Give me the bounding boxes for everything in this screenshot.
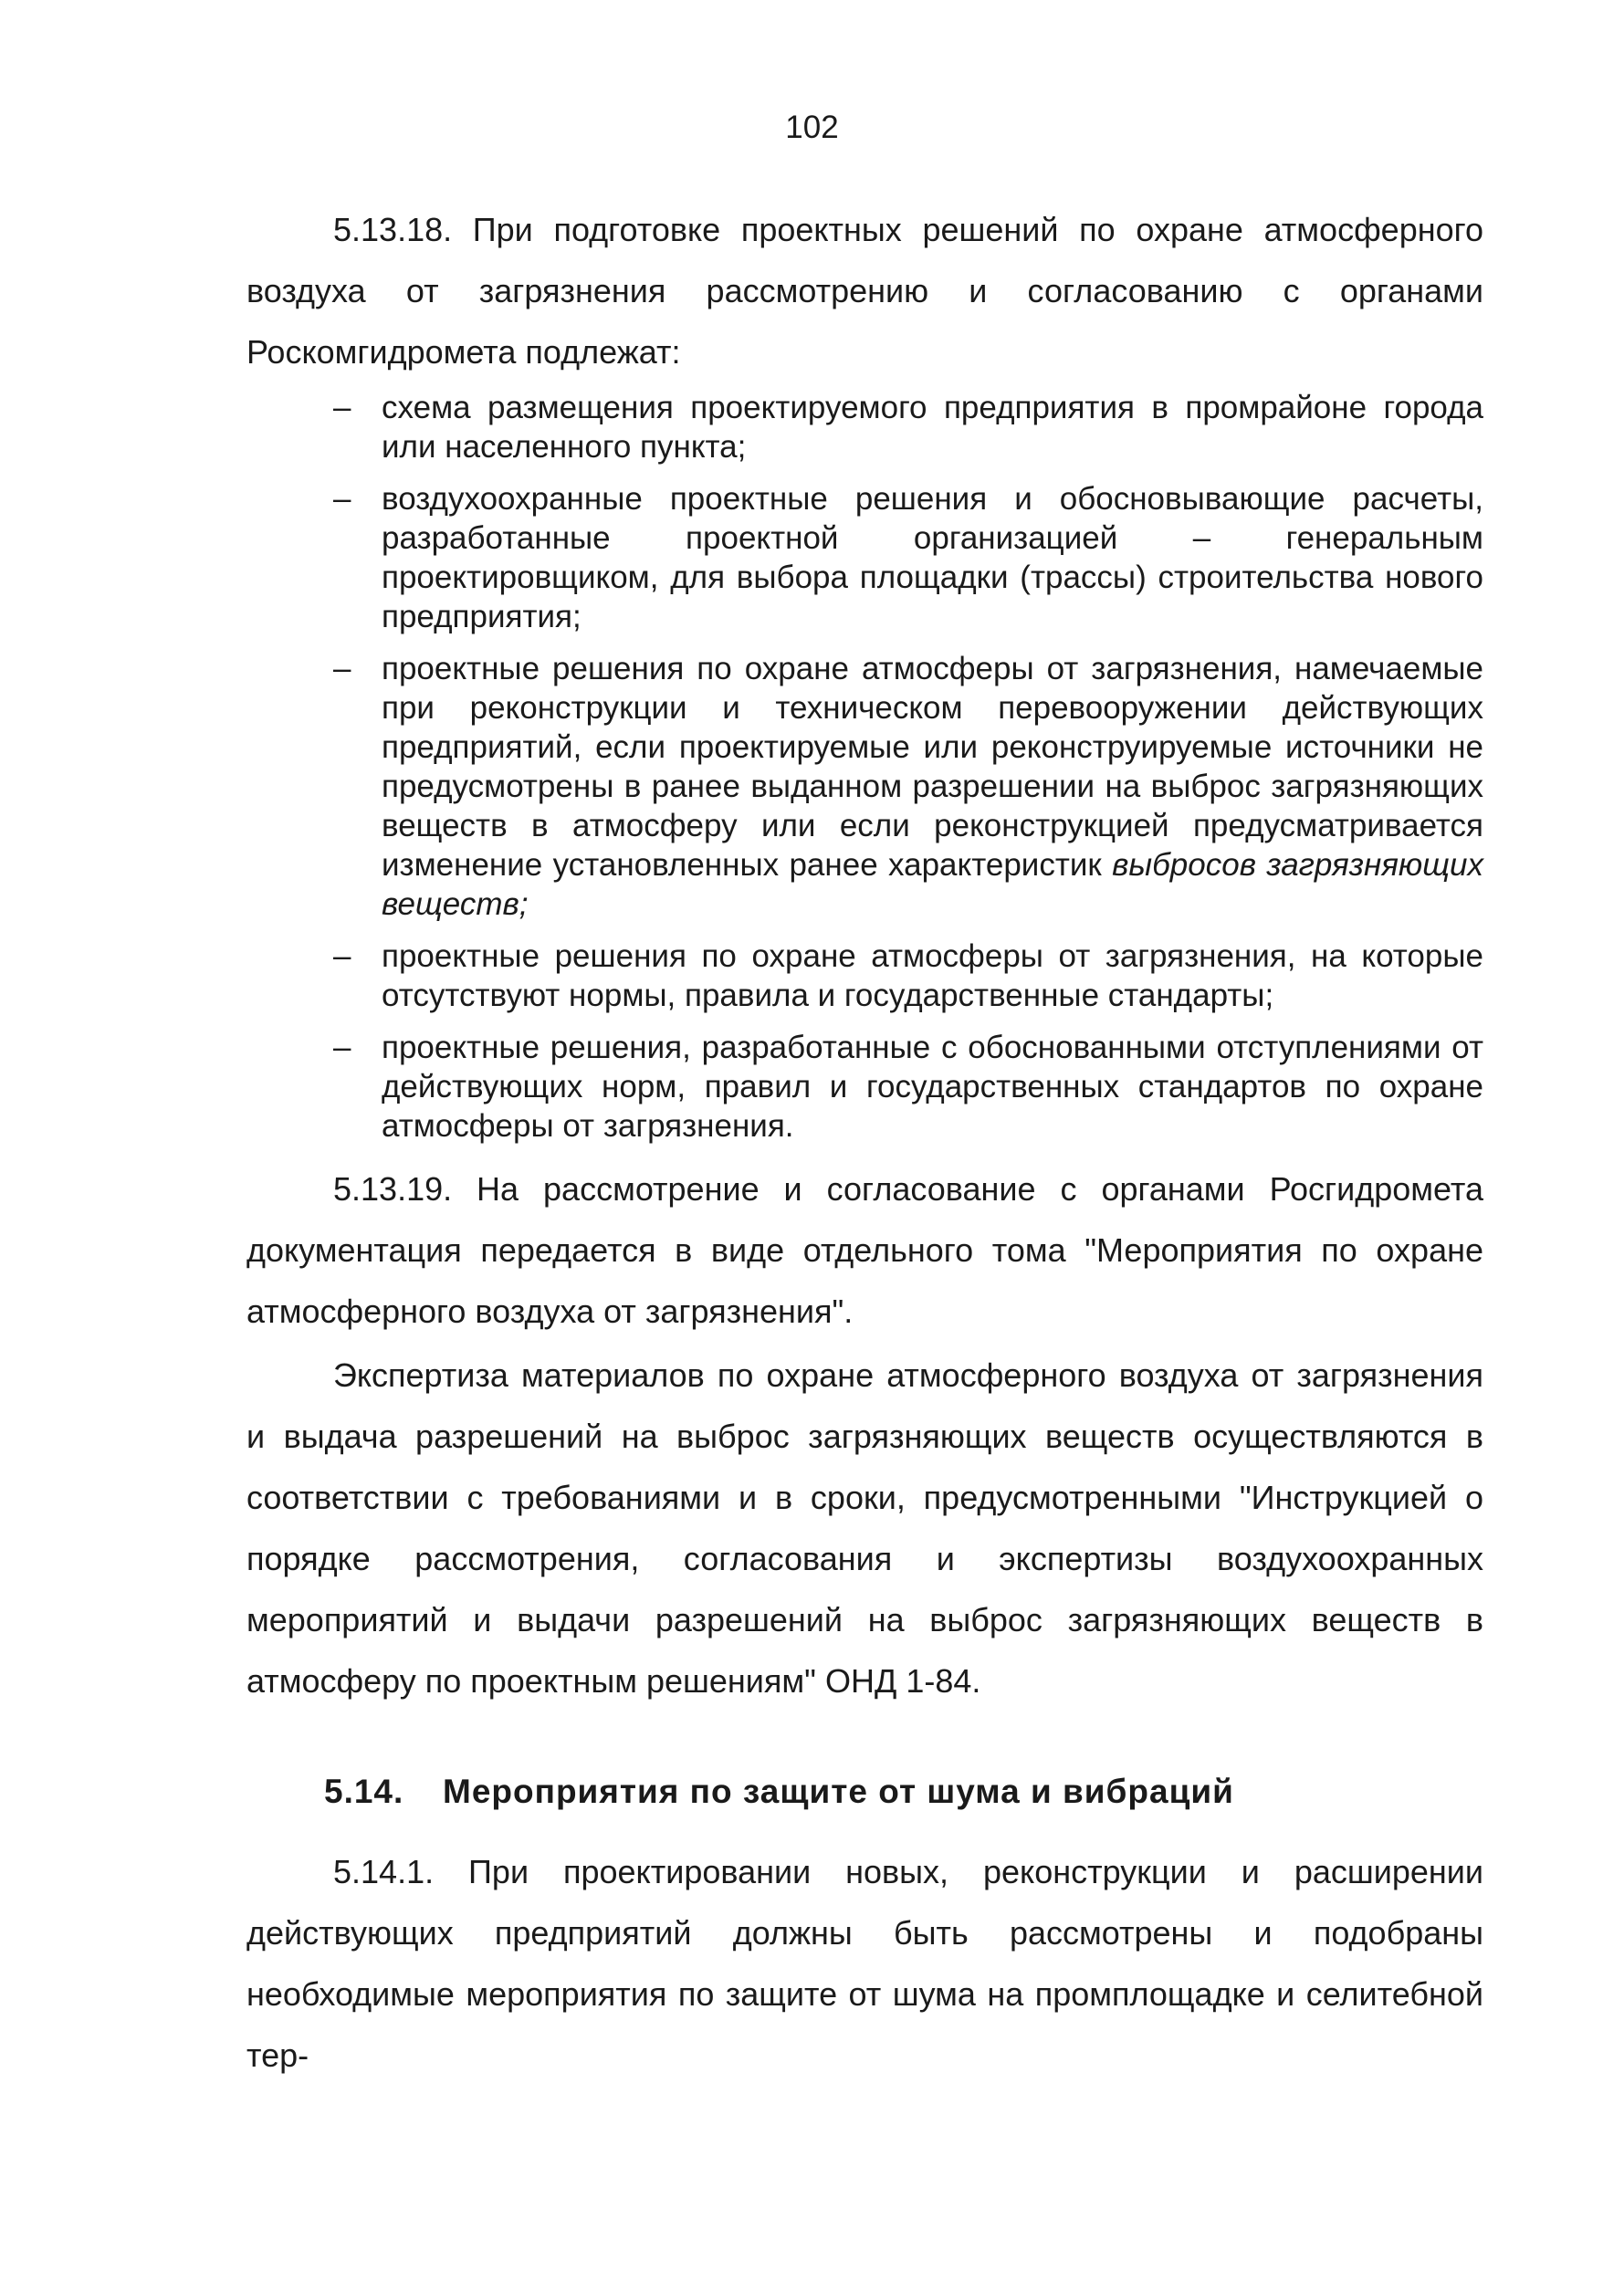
list-dash: – [333,390,351,425]
list-item-text: схема размещения проектируемого предприятия в промрайоне города или населенного пункта; [382,390,1483,465]
section-title: Мероприятия по защите от шума и вибраций [443,1773,1234,1810]
list-item-text: проектные решения по охране атмосферы от загрязнения, на которые отсутствуют нормы, правила и государственные стандарты; [382,938,1483,1013]
list-item-text: воздухоохранные проектные решения и обосновывающие расчеты, разработанные проектной организацией – генеральным проектировщиком, для выбора площадки (трассы) строительства нового предприятия; [382,481,1483,634]
list-item-text: проектные решения по охране атмосферы от загрязнения, намечаемые при реконструкции и техническом перевооружении действующих предприятий, если проектируемые или реконструируемые источники не предусмотрены в ранее выданном разрешении на выброс загрязняющих веществ в атмосферу или если реконструкцией предусматривается изменение установленных ранее характеристик [382,651,1483,883]
list-dash: – [333,1030,351,1065]
section-number: 5.14. [324,1773,404,1810]
paragraph-5-13-19: 5.13.19. На рассмотрение и согласование с органами Росгидромета документация передается в виде отдельного тома "Мероприятия по охране атмосферного воздуха от загрязнения". [246,1170,1483,1330]
paragraph-5-13-18: 5.13.18. При подготовке проектных решений по охране атмосферного воздуха от загрязнения рассмотрению и согласованию с органами Роскомгидромета подлежат: [246,211,1483,371]
list-item [246,479,1483,636]
list-item-italic-text: выбросов загрязняющих веществ; [382,847,1483,922]
requirements-list [246,388,1483,1146]
section-heading-5-14 [246,1770,1483,1814]
list-dash: – [333,651,351,686]
list-item-text: проектные решения, разработанные с обоснованными отступлениями от действующих норм, правил и государственных стандартов по охране атмосферы от загрязнения. [382,1030,1483,1144]
list-item [246,649,1483,924]
list-dash: – [333,481,351,517]
paragraph-5-14-1: 5.14.1. При проектировании новых, реконструкции и расширении действующих предприятий должны быть рассмотрены и подобраны необходимые мероприятия по защите от шума на промплощадке и селитебной тер- [246,1853,1483,2074]
list-item [246,937,1483,1015]
page-content [246,199,1483,2086]
list-item [246,1028,1483,1146]
page-number: 102 [785,110,839,145]
list-dash: – [333,938,351,974]
paragraph-expertise: Экспертиза материалов по охране атмосферного воздуха от загрязнения и выдача разрешений на выброс загрязняющих веществ осуществляются в соответствии с требованиями и в сроки, предусмотренными "Инструкцией о порядке рассмотрения, согласования и экспертизы воздухоохранных мероприятий и выдачи разрешений на выброс загрязняющих веществ в атмосферу по проектным решениям" ОНД 1-84. [246,1356,1483,1700]
list-item [246,388,1483,466]
